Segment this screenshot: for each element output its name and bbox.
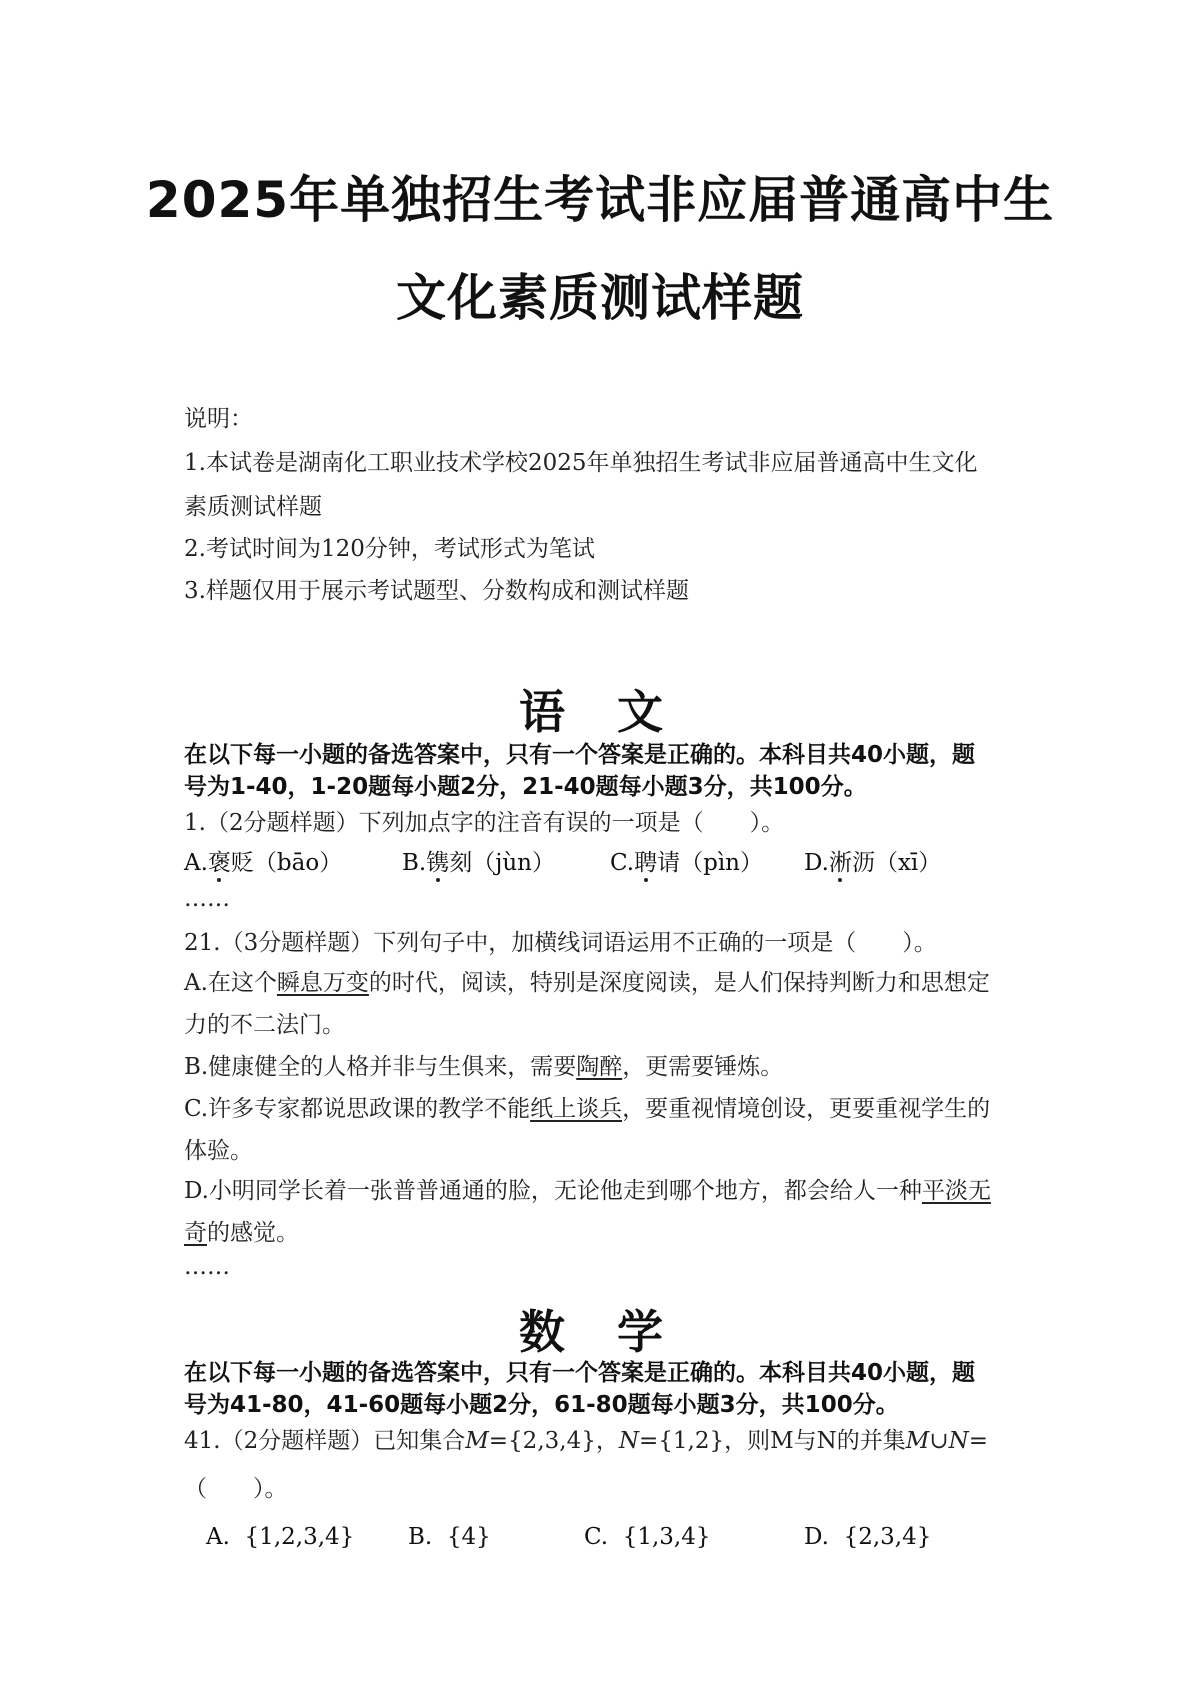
notes-heading: 说明： (184, 406, 253, 432)
question-21-stem: 21.（3分题样题）下列句子中，加横线词语运用不正确的一项是（ ）。 (184, 930, 937, 956)
question-41-option-d: D. {2,3,4} (804, 1524, 932, 1550)
question-41-option-c: C. {1,3,4} (584, 1524, 711, 1550)
ellipsis-2: …… (184, 1254, 230, 1280)
note-item-2: 2.考试时间为120分钟，考试形式为笔试 (184, 536, 595, 562)
question-21-option-d-cont: 奇的感觉。 (184, 1220, 299, 1246)
question-21-option-a-cont: 力的不二法门。 (184, 1012, 345, 1038)
question-1-option-c: C.聘请（pìn） (610, 850, 763, 876)
note-item-1a: 1.本试卷是湖南化工职业技术学校2025年单独招生考试非应届普通高中生文化 (184, 450, 978, 476)
question-1-option-b: B.镌刻（jùn） (402, 850, 555, 876)
question-41-option-b: B. {4} (408, 1524, 491, 1550)
math-instruction-1: 在以下每一小题的备选答案中，只有一个答案是正确的。本科目共40小题，题 (184, 1360, 976, 1386)
question-41-option-a: A. {1,2,3,4} (206, 1524, 355, 1550)
section-heading-math: 数 学 (518, 1305, 681, 1359)
note-item-3: 3.样题仅用于展示考试题型、分数构成和测试样题 (184, 578, 689, 604)
question-41-stem: 41.（2分题样题）已知集合M={2,3,4}，N={1,2}，则M与N的并集M∪N= (184, 1428, 989, 1454)
question-1-option-a: A.褒贬（bāo） (184, 850, 343, 876)
section-heading-chinese: 语 文 (518, 685, 681, 739)
chinese-instruction-2: 号为1-40，1-20题每小题2分，21-40题每小题3分，共100分。 (184, 774, 867, 800)
math-instruction-2: 号为41-80，41-60题每小题2分，61-80题每小题3分，共100分。 (184, 1392, 899, 1418)
question-41-blank: （ ）。 (184, 1476, 288, 1502)
question-21-option-a: A.在这个瞬息万变的时代，阅读，特别是深度阅读，是人们保持判断力和思想定 (184, 970, 990, 996)
question-1-stem: 1.（2分题样题）下列加点字的注音有误的一项是（ ）。 (184, 810, 785, 836)
question-21-option-c: C.许多专家都说思政课的教学不能纸上谈兵，要重视情境创设，更要重视学生的 (184, 1096, 991, 1122)
note-item-1b: 素质测试样题 (184, 494, 322, 520)
page-title-line2: 文化素质测试样题 (396, 269, 804, 327)
ellipsis-1: …… (184, 886, 230, 912)
question-21-option-b: B.健康健全的人格并非与生俱来，需要陶醉，更需要锤炼。 (184, 1054, 784, 1080)
chinese-instruction-1: 在以下每一小题的备选答案中，只有一个答案是正确的。本科目共40小题，题 (184, 742, 976, 768)
page-title-line1: 2025年单独招生考试非应届普通高中生 (145, 171, 1055, 229)
question-21-option-c-cont: 体验。 (184, 1138, 253, 1164)
question-21-option-d: D.小明同学长着一张普普通通的脸，无论他走到哪个地方，都会给人一种平淡无 (184, 1178, 991, 1204)
question-1-option-d: D.淅沥（xī） (804, 850, 942, 876)
